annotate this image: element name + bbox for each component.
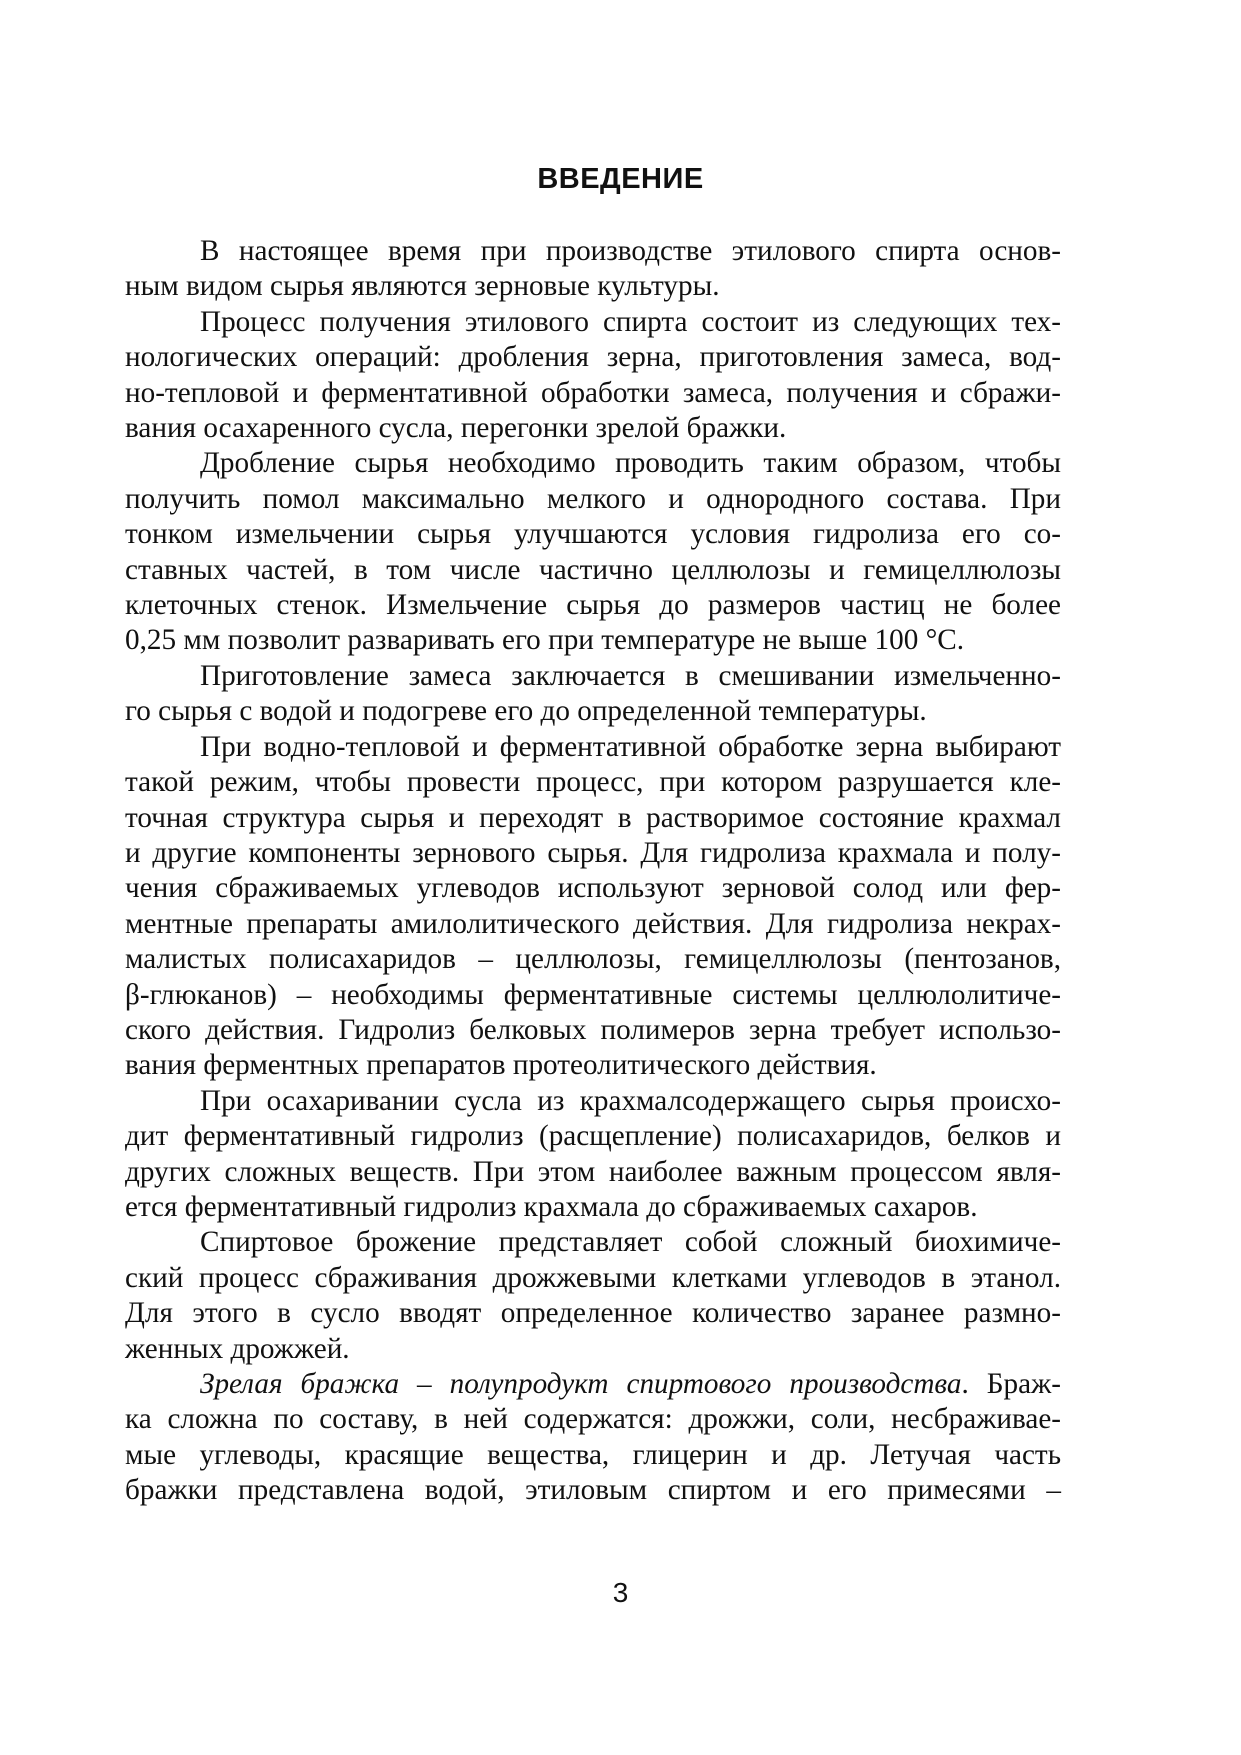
- paragraph-6: [125, 1084, 1061, 1226]
- text-line: В настоящее время при производстве этилового спирта основ-: [200, 235, 1061, 267]
- text-line: тонком измельчении сырья улучшаются условия гидролиза его со-: [125, 518, 1061, 551]
- paragraph-5: [125, 730, 1061, 1084]
- text-line: ка сложна по составу, в ней содержатся: дрожжи, соли, несбраживае-: [125, 1403, 1061, 1436]
- text-line: ется ферментативный гидролиз крахмала до сбраживаемых сахаров.: [125, 1190, 978, 1223]
- text-line: [125, 1367, 1061, 1402]
- text-line: ского действия. Гидролиз белковых полимеров зерна требует использо-: [125, 1013, 1061, 1046]
- paragraph-1: [125, 234, 1061, 305]
- text-line: вания осахаренного сусла, перегонки зрелой бражки.: [125, 412, 787, 445]
- text-line: и другие компоненты зернового сырья. Для гидролиза крахмала и полу-: [125, 836, 1061, 869]
- text-line: 0,25 мм позволит разваривать его при температуре не выше 100 °C.: [125, 624, 965, 657]
- text-line: других сложных веществ. При этом наиболее важным процессом явля-: [125, 1155, 1061, 1188]
- text-line: женных дрожжей.: [125, 1332, 350, 1365]
- text-line: При осахаривании сусла из крахмалсодержащего сырья происхо-: [200, 1084, 1061, 1117]
- page-title: ВВЕДЕНИЕ: [537, 163, 704, 195]
- text-line: Процесс получения этилового спирта состоит из следующих тех-: [200, 305, 1061, 338]
- text-line: чения сбраживаемых углеводов используют зерновой солод или фер-: [125, 872, 1061, 905]
- text-line: мые углеводы, красящие вещества, глицерин и др. Летучая часть: [125, 1438, 1061, 1471]
- text-line: клеточных стенок. Измельчение сырья до размеров частиц не более: [125, 589, 1061, 622]
- text-run: . Браж-: [961, 1368, 1061, 1400]
- text-line: Приготовление замеса заключается в смешивании измельченно-: [200, 659, 1061, 692]
- text-line: дит ферментативный гидролиз (расщепление) полисахаридов, белков и: [125, 1120, 1061, 1153]
- text-line: ставных частей, в том числе частично целлюлозы и гемицеллюлозы: [125, 553, 1061, 586]
- text-line: ский процесс сбраживания дрожжевыми клетками углеводов в этанол.: [125, 1261, 1061, 1294]
- text-line: го сырья с водой и подогреве его до определенной температуры.: [125, 695, 927, 728]
- text-line: ментные препараты амилолитического действия. Для гидролиза некрах-: [125, 907, 1061, 940]
- page-number: 3: [612, 1577, 629, 1608]
- text-line: нологических операций: дробления зерна, приготовления замеса, вод-: [125, 341, 1061, 374]
- text-line: вания ферментных препаратов протеолитического действия.: [125, 1049, 877, 1082]
- body-text: [125, 234, 1061, 1509]
- text-line: такой режим, чтобы провести процесс, при котором разрушается кле-: [125, 766, 1061, 799]
- text-line: ным видом сырья являются зерновые культуры.: [125, 270, 720, 303]
- paragraph-3: [125, 446, 1061, 658]
- text-line: β-глюканов) – необходимы ферментативные системы целлюлолитиче-: [125, 978, 1061, 1011]
- text-line: Для этого в сусло вводят определенное количество заранее размно-: [125, 1297, 1061, 1330]
- text-line: получить помол максимально мелкого и однородного состава. При: [125, 482, 1061, 515]
- paragraph-8: [125, 1367, 1061, 1509]
- italic-term: Зрелая бражка – полупродукт спиртового производства: [200, 1368, 962, 1400]
- paragraph-7: [125, 1225, 1061, 1367]
- text-line: Дробление сырья необходимо проводить таким образом, чтобы: [200, 447, 1061, 480]
- text-line: При водно-тепловой и ферментативной обработке зерна выбирают: [200, 730, 1061, 763]
- text-line: малистых полисахаридов – целлюлозы, гемицеллюлозы (пентозанов,: [125, 943, 1061, 976]
- text-line: но-тепловой и ферментативной обработки замеса, получения и сбражи-: [125, 376, 1061, 409]
- paragraph-4: [125, 659, 1061, 730]
- text-line: бражки представлена водой, этиловым спиртом и его примесями –: [125, 1474, 1061, 1507]
- text-line: Спиртовое брожение представляет собой сложный биохимиче-: [200, 1226, 1061, 1259]
- text-line: точная структура сырья и переходят в растворимое состояние крахмал: [125, 801, 1061, 834]
- paragraph-2: [125, 305, 1061, 447]
